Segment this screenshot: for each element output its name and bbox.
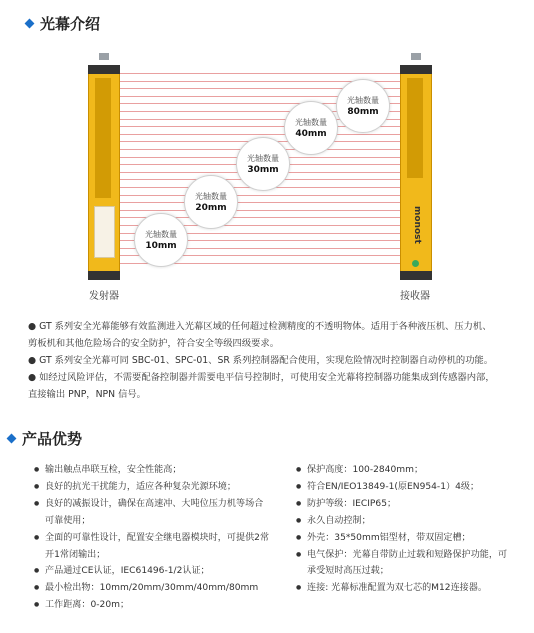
beam-count-bubble-30mm xyxy=(236,137,290,191)
beam-count-bubble-10mm xyxy=(134,213,188,267)
receiver-bottom-cap xyxy=(400,271,432,280)
emitter-top-cap xyxy=(88,65,120,74)
bubble-value: 10mm xyxy=(145,240,177,251)
emitter-caption: 发射器 xyxy=(89,291,119,302)
intro-paragraph: ● GT 系列安全光幕可同 SBC-01、SPC-01、SR 系列控制器配合使用，实现危险情况时控制器自动停机的功能。 xyxy=(28,355,494,366)
bubble-value: 20mm xyxy=(195,202,227,213)
advantage-item: ● 符合EN/IEO13849-1(原EN954-1）4级； xyxy=(296,479,508,496)
advantage-item: ● 外壳：35*50mm铝型材，带双固定槽； xyxy=(296,530,508,547)
bubble-label: 光轴数量 xyxy=(347,95,379,105)
receiver-lens-strip xyxy=(407,78,423,178)
beam-count-bubble-80mm xyxy=(336,79,390,133)
bubble-label: 光轴数量 xyxy=(247,153,279,163)
bubble-value: 30mm xyxy=(247,164,279,175)
advantage-item: ● 保护高度：100-2840mm； xyxy=(296,462,508,479)
advantages-left-column xyxy=(34,462,272,614)
receiver-caption: 接收器 xyxy=(400,291,430,302)
bubble-value: 40mm xyxy=(295,128,327,139)
advantages-title-text: 产品优势 xyxy=(22,430,83,448)
diamond-bullet-icon xyxy=(7,434,17,444)
light-curtain-illustration xyxy=(0,45,534,310)
advantage-item: ● 最小检出物：10mm/20mm/30mm/40mm/80mm xyxy=(34,580,272,597)
advantages-title xyxy=(8,428,82,449)
advantage-item: ● 产品通过CE认证，IEC61496-1/2认证； xyxy=(34,563,272,580)
intro-title-text: 光幕介绍 xyxy=(40,15,101,33)
beam-count-bubble-40mm xyxy=(284,101,338,155)
receiver-device xyxy=(400,65,432,280)
bubble-label: 光轴数量 xyxy=(195,191,227,201)
receiver-indicator-icon xyxy=(412,260,419,267)
light-beam-line xyxy=(119,134,400,135)
emitter-connector xyxy=(99,53,109,60)
bubble-label: 光轴数量 xyxy=(295,117,327,127)
beam-count-bubble-20mm xyxy=(184,175,238,229)
advantage-item: ● 良好的抗光干扰能力，适应各种复杂光源环境； xyxy=(34,479,272,496)
bubble-label: 光轴数量 xyxy=(145,229,177,239)
emitter-lens-strip xyxy=(95,78,111,198)
intro-paragraph: ● GT 系列安全光幕能够有效监测进入光幕区域的任何超过检测精度的不透明物体。适用于各种液压机、压力机、剪板机和其他危险场合的安全防护，符合安全等级四级要求。 xyxy=(28,321,492,349)
receiver-connector xyxy=(411,53,421,60)
bubble-value: 80mm xyxy=(347,106,379,117)
intro-description xyxy=(28,318,500,403)
emitter-device xyxy=(88,65,120,280)
advantages-right-column xyxy=(296,462,508,597)
brand-logo: monost xyxy=(412,206,422,244)
intro-paragraph: ● 如经过风险评估，不需要配备控制器并需要电平信号控制时，可使用安全光幕将控制器功能集成到传感器内部，直接输出 PNP，NPN 信号。 xyxy=(28,372,495,400)
advantage-item: ● 电气保护：光幕自带防止过载和短路保护功能，可承受短时高压过载； xyxy=(296,547,508,581)
light-beam-line xyxy=(119,195,400,196)
light-beam-line xyxy=(119,202,400,203)
emitter-bottom-cap xyxy=(88,271,120,280)
advantage-item: ● 连接: 光幕标准配置为双七芯的M12连接器。 xyxy=(296,580,508,597)
advantage-item: ● 永久自动控制； xyxy=(296,513,508,530)
advantage-item: ● 良好的减振设计，确保在高速冲、大吨位压力机等场合可靠使用； xyxy=(34,496,272,530)
light-beam-line xyxy=(119,210,400,211)
intro-title xyxy=(26,13,100,34)
advantage-item: ● 输出触点串联互检，安全性能高； xyxy=(34,462,272,479)
diamond-bullet-icon xyxy=(25,19,35,29)
emitter-label-plate xyxy=(94,206,115,258)
advantage-item: ● 工作距离：0-20m； xyxy=(34,597,272,614)
advantage-item: ● 防护等级：IECIP65； xyxy=(296,496,508,513)
light-beam-line xyxy=(119,73,400,74)
receiver-top-cap xyxy=(400,65,432,74)
advantage-item: ● 全面的可靠性设计，配置安全继电器模块时，可提供2常开1常闭输出； xyxy=(34,530,272,564)
